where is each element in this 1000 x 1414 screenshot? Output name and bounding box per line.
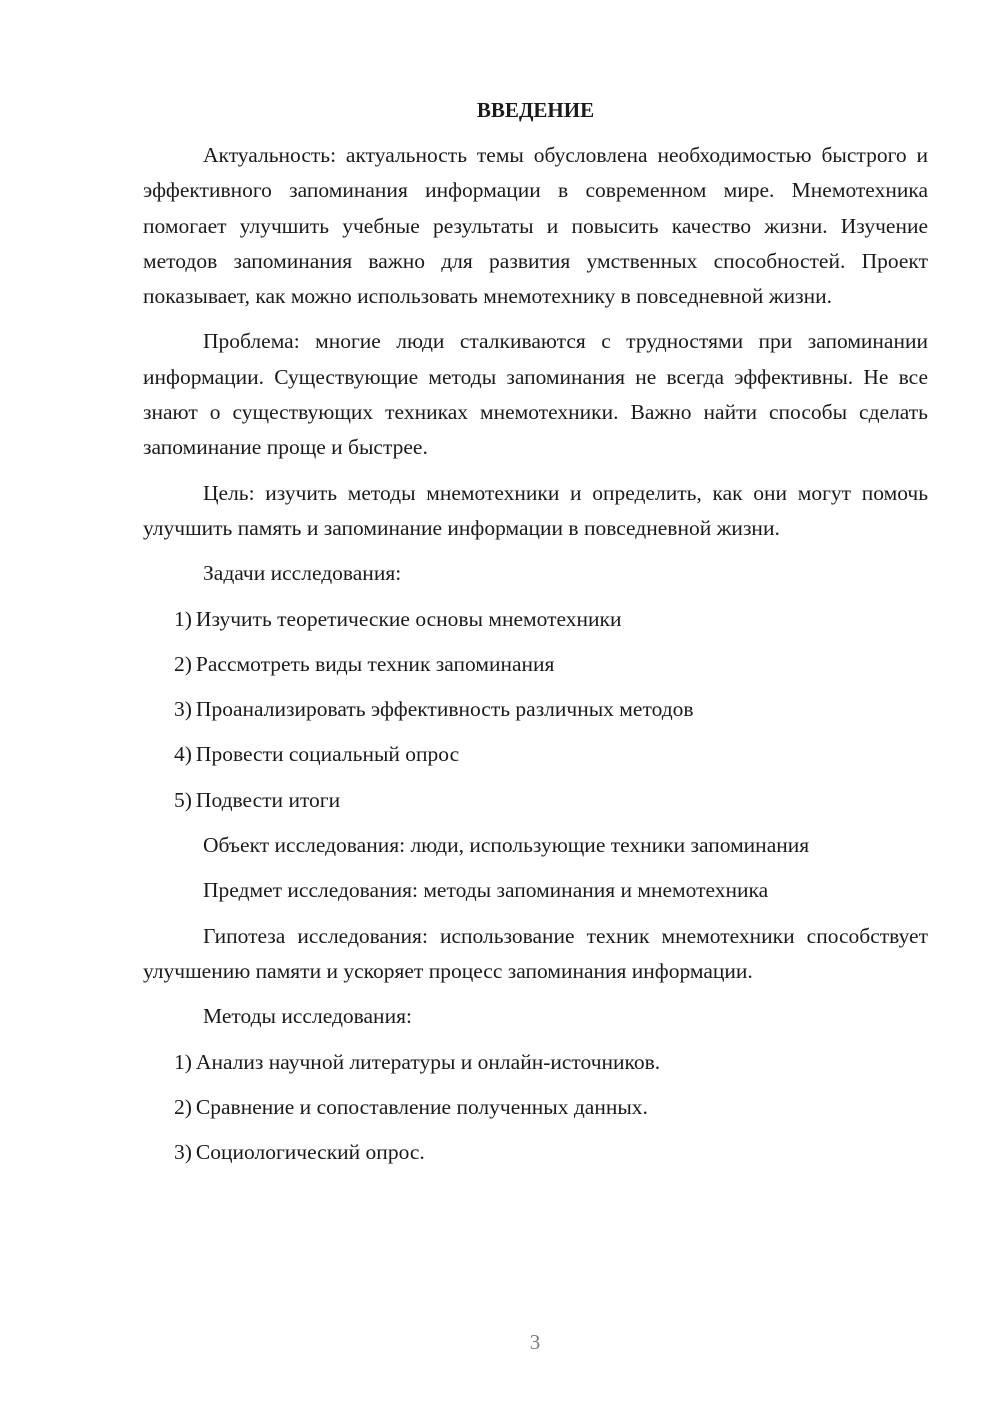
list-item-number: 3): [174, 697, 192, 722]
tasks-list: [143, 602, 928, 818]
methods-list: [143, 1045, 928, 1171]
document-page: [143, 92, 928, 1180]
list-item-text: Социологический опрос.: [195, 1140, 425, 1165]
list-item: [143, 1045, 928, 1080]
list-item-text: Сравнение и сопоставление полученных данных.: [195, 1094, 648, 1119]
list-item-text: Анализ научной литературы и онлайн-источников.: [195, 1049, 661, 1074]
list-item-number: 2): [174, 1094, 192, 1119]
list-item: [143, 602, 928, 637]
list-item-text: Подвести итоги: [195, 787, 341, 812]
tasks-heading: Задачи исследования:: [203, 561, 402, 586]
list-item-number: 1): [174, 1049, 192, 1074]
list-item-number: 1): [174, 606, 192, 631]
list-item-number: 2): [174, 651, 192, 676]
list-item-number: 5): [174, 787, 192, 812]
page-number: 3: [529, 1330, 541, 1354]
list-item: [143, 647, 928, 682]
list-item-number: 4): [174, 742, 192, 767]
list-item-text: Рассмотреть виды техник запоминания: [195, 651, 555, 676]
hypothesis-paragraph: Гипотеза исследования: использование техник мнемотехники способствует улучшению памяти и ускоряет процесс запоминания информации.: [143, 923, 928, 983]
relevance-paragraph: Актуальность: актуальность темы обусловлена необходимостью быстрого и эффективного запоминания информации в современном мире. Мнемотехника помогает улучшить учебные результаты и повысить качество жизни. Изучение методов запоминания важно для развития умственных способностей. Проект показывает, как можно использовать мнемотехнику в повседневной жизни.: [143, 143, 928, 309]
list-item: [143, 783, 928, 818]
list-item-text: Изучить теоретические основы мнемотехники: [195, 606, 622, 631]
list-item: [143, 1090, 928, 1125]
list-item: [143, 1135, 928, 1170]
goal-paragraph: Цель: изучить методы мнемотехники и определить, как они могут помочь улучшить память и запоминание информации в повседневной жизни.: [143, 480, 928, 540]
document-title: ВВЕДЕНИЕ: [476, 98, 595, 122]
research-subject: Предмет исследования: методы запоминания и мнемотехника: [203, 878, 769, 903]
methods-heading: Методы исследования:: [203, 1004, 412, 1029]
list-item-text: Провести социальный опрос: [195, 742, 460, 767]
problem-paragraph: Проблема: многие люди сталкиваются с трудностями при запоминании информации. Существующие методы запоминания не всегда эффективны. Не все знают о существующих техниках мнемотехники. Важно найти способы сделать запоминание проще и быстрее.: [143, 329, 928, 460]
list-item: [143, 737, 928, 772]
list-item-number: 3): [174, 1140, 192, 1165]
research-object: Объект исследования: люди, использующие техники запоминания: [203, 833, 810, 858]
list-item-text: Проанализировать эффективность различных методов: [195, 697, 694, 722]
list-item: [143, 692, 928, 727]
